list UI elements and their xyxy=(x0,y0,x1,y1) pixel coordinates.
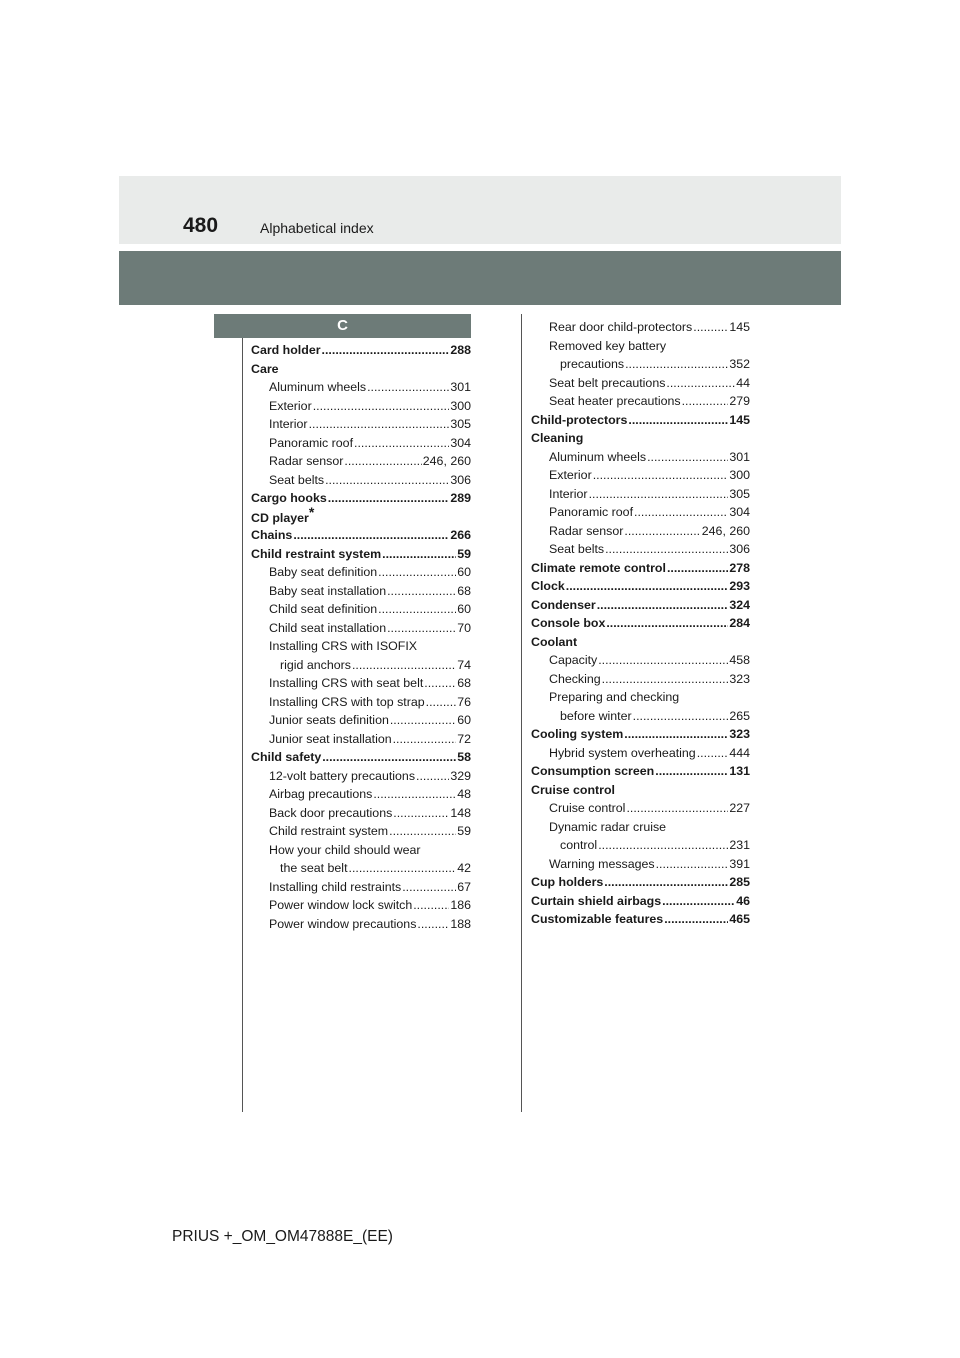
dot-leader xyxy=(373,785,456,804)
dot-leader xyxy=(693,318,728,337)
page-reference: 293 xyxy=(729,579,750,593)
page-reference: 304 xyxy=(450,435,471,450)
dot-leader xyxy=(349,859,457,878)
dot-leader xyxy=(367,378,449,397)
page-reference: 306 xyxy=(450,472,471,487)
dot-leader xyxy=(352,656,456,675)
index-subentry xyxy=(251,600,471,619)
entry-text: control xyxy=(560,838,598,852)
entry-text: Child restraint system xyxy=(251,546,382,561)
page-reference: 265 xyxy=(729,708,750,723)
page-reference: 352 xyxy=(729,357,750,371)
index-subentry xyxy=(531,744,750,763)
dot-leader xyxy=(378,600,456,619)
entry-text: Cruise control xyxy=(531,782,615,797)
header-dark-band xyxy=(119,251,841,305)
entry-text: Card holder xyxy=(251,343,321,357)
dot-leader xyxy=(313,397,450,416)
entry-text: Removed key battery xyxy=(549,338,667,353)
page-reference: 148 xyxy=(450,805,471,820)
dot-leader xyxy=(662,892,735,911)
entry-text: Exterior xyxy=(549,468,592,482)
dot-leader xyxy=(666,374,735,393)
index-subentry xyxy=(251,785,471,804)
dot-leader xyxy=(655,762,728,781)
entry-text: Installing CRS with top strap xyxy=(269,694,425,709)
index-subentry xyxy=(531,374,750,393)
dot-leader xyxy=(417,915,449,934)
dot-leader xyxy=(697,744,729,763)
index-entry xyxy=(531,762,750,781)
entry-text: Seat heater precautions xyxy=(549,394,681,408)
dot-leader xyxy=(664,910,728,929)
dot-leader xyxy=(322,748,456,767)
index-entry xyxy=(531,910,750,929)
page-reference: 60 xyxy=(457,602,471,616)
dot-leader xyxy=(566,577,729,596)
entry-text: Airbag precautions xyxy=(269,787,373,801)
index-subentry xyxy=(531,522,750,541)
page-reference: 68 xyxy=(457,583,471,598)
page-reference: 279 xyxy=(729,394,750,408)
entry-text: Radar sensor xyxy=(269,454,344,468)
entry-text: Capacity xyxy=(549,653,598,667)
index-subentry xyxy=(251,804,471,823)
index-subentry xyxy=(251,619,471,638)
index-subentry xyxy=(251,471,471,490)
page-reference: 48 xyxy=(457,787,471,801)
dot-leader xyxy=(656,855,729,874)
entry-text: Climate remote control xyxy=(531,560,666,575)
section-title: Alphabetical index xyxy=(260,220,374,236)
entry-text: Cruise control xyxy=(549,801,626,815)
page-reference: 305 xyxy=(729,486,750,501)
index-entry xyxy=(531,577,750,596)
page-reference: 301 xyxy=(450,380,471,394)
entry-text: Radar sensor xyxy=(549,523,624,538)
entry-text: Cooling system xyxy=(531,727,624,741)
entry-text: Seat belts xyxy=(549,542,605,556)
dot-leader xyxy=(667,559,728,578)
dot-leader xyxy=(628,411,728,430)
dot-leader xyxy=(402,878,456,897)
index-subentry xyxy=(251,896,471,915)
index-entry xyxy=(251,503,471,527)
index-subentry xyxy=(251,730,471,749)
entry-text: the seat belt xyxy=(280,861,348,875)
dot-leader xyxy=(625,355,728,374)
index-subentry xyxy=(251,415,471,434)
page-reference: 323 xyxy=(729,727,750,741)
index-entry xyxy=(251,526,471,545)
document-footer: PRIUS +_OM_OM47888E_(EE) xyxy=(172,1228,393,1245)
entry-text: Installing CRS with seat belt xyxy=(269,676,424,690)
index-subentry xyxy=(531,466,750,485)
entry-text: precautions xyxy=(560,357,625,371)
entry-text: Checking xyxy=(549,671,601,686)
footnote-marker: * xyxy=(308,503,315,520)
index-subentry xyxy=(531,670,750,689)
index-subentry xyxy=(531,392,750,411)
entry-text: Seat belt precautions xyxy=(549,375,666,390)
page-reference: 68 xyxy=(457,676,471,690)
index-column-2 xyxy=(531,318,750,929)
page-reference: 70 xyxy=(457,620,471,635)
entry-text: Junior seats definition xyxy=(269,713,389,727)
dot-leader xyxy=(624,725,728,744)
page-reference: 301 xyxy=(729,449,750,464)
page-reference: 306 xyxy=(729,542,750,556)
page-reference: 46 xyxy=(736,893,750,908)
entry-text: Child seat installation xyxy=(269,620,387,635)
dot-leader xyxy=(604,873,728,892)
index-subentry xyxy=(531,503,750,522)
dot-leader xyxy=(378,563,456,582)
entry-text: Child restraint system xyxy=(269,824,389,838)
index-subentry xyxy=(251,563,471,582)
entry-text: CD player xyxy=(251,510,309,525)
index-subentry xyxy=(531,337,750,356)
index-subentry xyxy=(251,693,471,712)
index-subentry xyxy=(531,836,750,855)
dot-leader xyxy=(589,485,729,504)
index-subentry xyxy=(531,799,750,818)
entry-text: Back door precautions xyxy=(269,805,393,820)
page-reference: 458 xyxy=(729,653,750,667)
dot-leader xyxy=(387,619,456,638)
dot-leader xyxy=(309,415,450,434)
dot-leader xyxy=(624,522,700,541)
index-entry xyxy=(531,411,750,430)
index-subentry xyxy=(531,355,750,374)
entry-text: Coolant xyxy=(531,634,578,649)
entry-text: Cargo hooks xyxy=(251,491,327,505)
page-reference: 329 xyxy=(450,768,471,783)
index-entry xyxy=(531,614,750,633)
page-reference: 300 xyxy=(729,468,750,482)
index-subentry xyxy=(531,707,750,726)
page-reference: 465 xyxy=(729,912,750,926)
index-subentry xyxy=(251,915,471,934)
index-subentry xyxy=(251,656,471,675)
index-letter-heading: C xyxy=(214,314,471,338)
dot-leader xyxy=(344,452,421,471)
index-subentry xyxy=(531,651,750,670)
entry-text: rigid anchors xyxy=(280,657,351,672)
page-reference: 44 xyxy=(736,375,750,390)
column-divider-left xyxy=(242,338,243,1112)
index-column-1 xyxy=(251,341,471,933)
entry-text: Aluminum wheels xyxy=(549,449,647,464)
page-reference: 186 xyxy=(450,898,471,912)
page-reference: 188 xyxy=(450,916,471,931)
dot-leader xyxy=(626,799,728,818)
page-reference: 145 xyxy=(729,320,750,334)
index-subentry xyxy=(251,841,471,860)
index-subentry xyxy=(251,711,471,730)
dot-leader xyxy=(387,582,456,601)
page-reference: 285 xyxy=(729,875,750,889)
page-reference: 246, 260 xyxy=(422,454,471,468)
index-subentry xyxy=(531,818,750,837)
entry-text: Warning messages xyxy=(549,856,655,871)
entry-text: Power window lock switch xyxy=(269,898,413,912)
index-subentry xyxy=(531,448,750,467)
entry-text: Curtain shield airbags xyxy=(531,893,662,908)
page-reference: 60 xyxy=(457,565,471,579)
entry-text: Baby seat installation xyxy=(269,583,387,598)
page-reference: 74 xyxy=(457,657,471,672)
page-reference: 58 xyxy=(457,750,471,764)
index-subentry xyxy=(531,688,750,707)
entry-text: Child safety xyxy=(251,750,322,764)
dot-leader xyxy=(597,596,729,615)
entry-text: Child-protectors xyxy=(531,412,628,427)
page-number: 480 xyxy=(183,214,219,237)
dot-leader xyxy=(426,693,457,712)
dot-leader xyxy=(598,651,728,670)
entry-text: Power window precautions xyxy=(269,916,417,931)
entry-text: Installing child restraints xyxy=(269,879,402,894)
dot-leader xyxy=(389,822,456,841)
index-entry xyxy=(531,596,750,615)
page-reference: 288 xyxy=(450,343,471,357)
dot-leader xyxy=(602,670,729,689)
page-reference: 246, 260 xyxy=(701,523,750,538)
page-reference: 231 xyxy=(729,838,750,852)
entry-text: Junior seat installation xyxy=(269,731,392,746)
entry-text: Hybrid system overheating xyxy=(549,745,696,760)
entry-text: Cleaning xyxy=(531,431,584,445)
index-entry xyxy=(531,892,750,911)
page-reference: 324 xyxy=(729,597,750,612)
page-reference: 300 xyxy=(450,398,471,413)
page-reference: 305 xyxy=(450,417,471,431)
entry-text: Exterior xyxy=(269,398,312,413)
page-reference: 227 xyxy=(729,801,750,815)
index-entry xyxy=(531,559,750,578)
page-reference: 304 xyxy=(729,505,750,519)
entry-text: Rear door child-protectors xyxy=(549,320,693,334)
index-entry xyxy=(531,725,750,744)
dot-leader xyxy=(325,471,449,490)
dot-leader xyxy=(416,767,449,786)
index-entry xyxy=(251,545,471,564)
page-reference: 42 xyxy=(457,861,471,875)
page-reference: 284 xyxy=(729,616,750,630)
entry-text: Care xyxy=(251,361,279,376)
entry-text: Chains xyxy=(251,528,293,542)
index-subentry xyxy=(251,878,471,897)
index-subentry xyxy=(531,485,750,504)
page-reference: 72 xyxy=(457,731,471,746)
entry-text: Child seat definition xyxy=(269,602,378,616)
entry-text: Consumption screen xyxy=(531,764,655,778)
entry-text: Seat belts xyxy=(269,472,325,487)
dot-leader xyxy=(382,545,456,564)
page-reference: 67 xyxy=(457,879,471,894)
index-subentry xyxy=(531,855,750,874)
dot-leader xyxy=(634,503,728,522)
entry-text: Dynamic radar cruise xyxy=(549,819,667,834)
column-divider-middle xyxy=(521,314,522,1112)
entry-text: Aluminum wheels xyxy=(269,380,367,394)
dot-leader xyxy=(605,540,728,559)
entry-text: Customizable features xyxy=(531,912,664,926)
dot-leader xyxy=(682,392,729,411)
index-subentry xyxy=(251,822,471,841)
index-entry xyxy=(531,429,750,448)
dot-leader xyxy=(293,526,449,545)
entry-text: Console box xyxy=(531,616,606,630)
index-subentry xyxy=(251,397,471,416)
page-reference: 131 xyxy=(729,764,750,778)
page-reference: 76 xyxy=(457,694,471,709)
page-reference: 278 xyxy=(729,560,750,575)
entry-text: Interior xyxy=(549,486,588,501)
dot-leader xyxy=(633,707,729,726)
entry-text: Panoramic roof xyxy=(269,435,354,450)
dot-leader xyxy=(593,466,729,485)
dot-leader xyxy=(328,489,450,508)
index-entry xyxy=(251,360,471,379)
page-reference: 59 xyxy=(457,824,471,838)
index-subentry xyxy=(251,378,471,397)
index-entry xyxy=(531,633,750,652)
dot-leader xyxy=(322,341,450,360)
index-subentry xyxy=(251,674,471,693)
entry-text: How your child should wear xyxy=(269,842,421,857)
index-subentry xyxy=(251,582,471,601)
dot-leader xyxy=(354,434,449,453)
header-band xyxy=(119,176,841,244)
index-subentry xyxy=(251,859,471,878)
dot-leader xyxy=(393,804,449,823)
dot-leader xyxy=(390,711,456,730)
dot-leader xyxy=(424,674,456,693)
page-reference: 289 xyxy=(450,491,471,505)
dot-leader xyxy=(598,836,728,855)
entry-text: Clock xyxy=(531,579,565,593)
page-reference: 391 xyxy=(729,856,750,871)
dot-leader xyxy=(413,896,449,915)
entry-text: Interior xyxy=(269,417,308,431)
entry-text: Baby seat definition xyxy=(269,565,378,579)
index-subentry xyxy=(531,318,750,337)
entry-text: before winter xyxy=(560,708,632,723)
entry-text: Panoramic roof xyxy=(549,505,634,519)
index-entry xyxy=(251,748,471,767)
page-reference: 444 xyxy=(729,745,750,760)
index-entry xyxy=(531,873,750,892)
index-entry xyxy=(531,781,750,800)
page-reference: 323 xyxy=(729,671,750,686)
index-entry xyxy=(251,489,471,508)
index-subentry xyxy=(251,767,471,786)
index-entry xyxy=(251,341,471,360)
dot-leader xyxy=(606,614,728,633)
index-subentry xyxy=(251,452,471,471)
index-subentry xyxy=(251,434,471,453)
entry-text: Cup holders xyxy=(531,875,604,889)
page-reference: 266 xyxy=(450,528,471,542)
entry-text: Condenser xyxy=(531,597,596,612)
page-reference: 60 xyxy=(457,713,471,727)
dot-leader xyxy=(393,730,457,749)
index-subentry xyxy=(531,540,750,559)
page-reference: 145 xyxy=(729,412,750,427)
entry-text: Preparing and checking xyxy=(549,690,680,704)
entry-text: 12-volt battery precautions xyxy=(269,768,416,783)
index-subentry xyxy=(251,637,471,656)
page-reference: 59 xyxy=(457,546,471,561)
dot-leader xyxy=(647,448,728,467)
entry-text: Installing CRS with ISOFIX xyxy=(269,639,418,653)
